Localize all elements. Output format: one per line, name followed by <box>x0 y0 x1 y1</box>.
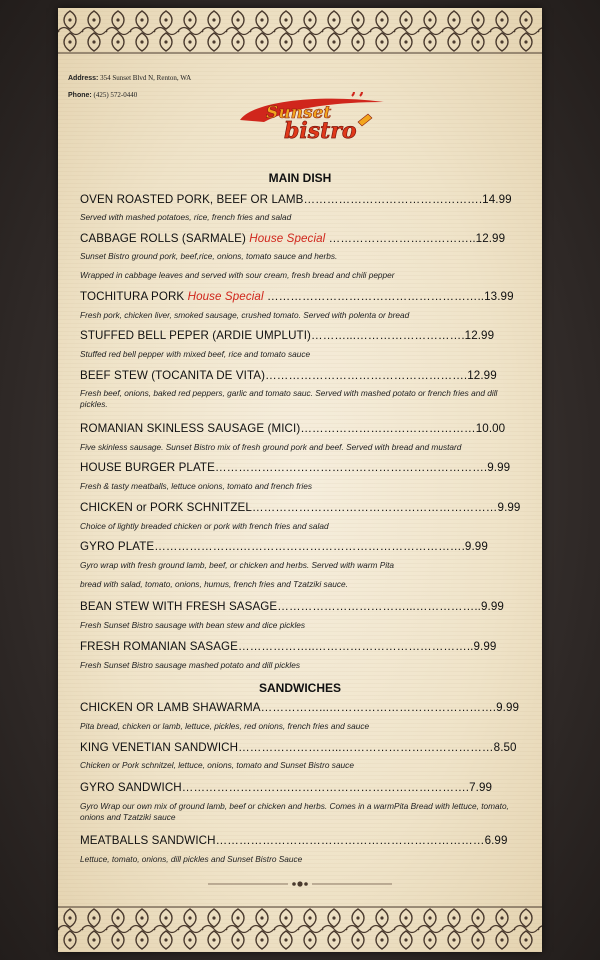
ornamental-border-top <box>58 8 542 54</box>
menu-item <box>80 369 520 382</box>
menu-item-price: 9.99 <box>497 501 521 514</box>
dot-leader: ……………………………………………………… <box>251 501 498 514</box>
menu-item-description: Served with mashed potatoes, rice, french fries and salad <box>80 212 292 222</box>
menu-item-price: 13.99 <box>484 290 514 303</box>
menu-item-name: OVEN ROASTED PORK, BEEF OR LAMB <box>80 193 304 206</box>
dot-leader: ……………………………………………….. <box>266 290 485 303</box>
address-line <box>68 74 191 82</box>
menu-item <box>80 422 520 435</box>
menu-item <box>80 781 520 794</box>
ornamental-divider <box>208 880 392 888</box>
dot-leader: ……………………………………………. <box>265 369 468 382</box>
ornamental-border-bottom <box>58 906 542 952</box>
dot-leader: ……………………………………… <box>300 422 476 435</box>
menu-item <box>80 701 520 714</box>
menu-item-price: 10.00 <box>475 422 506 435</box>
menu-item-price: 12.99 <box>475 232 506 245</box>
menu-item <box>80 600 520 613</box>
menu-item-name: BEAN STEW WITH FRESH SASAGE <box>80 600 278 613</box>
menu-item-description: Gyro Wrap our own mix of ground lamb, beef or chicken and herbs. Comes in a warmPita Bread with lettuce, tomato, onions and Tzatziki sauce <box>80 801 509 822</box>
dot-leader: ………...………………………. <box>311 329 465 342</box>
menu-item <box>80 329 520 342</box>
menu-item-description: bread with salad, tomato, onions, humus, french fries and Tzatziki sauce. <box>80 579 348 589</box>
menu-item-name: GYRO SANDWICH <box>80 781 182 794</box>
menu-item <box>80 501 520 514</box>
menu-item-name: HOUSE BURGER PLATE <box>80 461 215 474</box>
section-title-main-dish: MAIN DISH <box>268 171 332 185</box>
menu-item <box>80 834 520 847</box>
menu-item-price: 12.99 <box>464 329 495 342</box>
menu-item-price: 7.99 <box>469 781 493 794</box>
menu-item-description: Choice of lightly breaded chicken or pork with french fries and salad <box>80 521 329 531</box>
menu-item-description: Fresh Sunset Bistro sausage mashed potato and dill pickles <box>80 660 300 670</box>
menu-item <box>80 232 520 245</box>
menu-item-name: BEEF STEW (TOCANITA DE VITA) <box>80 369 266 382</box>
menu-item-name: KING VENETIAN SANDWICH <box>80 741 239 754</box>
dot-leader: ……………………….………………………………………. <box>181 781 470 794</box>
phone-value: (425) 572-0440 <box>93 91 138 99</box>
menu-item-name: MEATBALLS SANDWICH <box>80 834 216 847</box>
dot-leader: ………………..………………………………….. <box>238 640 474 653</box>
menu-item-description: Five skinless sausage. Sunset Bistro mix of fresh ground pork and beef. Served with bread and mustard <box>80 442 462 452</box>
section-title-sandwiches: SANDWICHES <box>258 681 341 695</box>
menu-item-description: Sunset Bistro ground pork, beef,rice, onions, tomato sauce and herbs. <box>80 251 338 261</box>
menu-item-price: 9.99 <box>473 640 497 653</box>
menu-item-price: 12.99 <box>467 369 497 382</box>
dot-leader: …………………………………………………………… <box>215 834 485 847</box>
menu-item-description: Stuffed red bell pepper with mixed beef, rice and tomato sauce <box>80 349 311 359</box>
menu-item-price: 9.99 <box>464 540 488 553</box>
menu-item-name: CHICKEN OR LAMB SHAWARMA <box>80 701 261 714</box>
menu-item-name: TOCHITURA PORK <box>80 290 185 303</box>
address-label: Address: <box>68 75 99 82</box>
dot-leader: ………………….…………………………………………………. <box>154 540 465 553</box>
phone-label: Phone: <box>68 92 92 99</box>
menu-item-name: ROMANIAN SKINLESS SAUSAGE (MICI) <box>80 422 301 435</box>
house-special-label: House Special <box>249 232 326 245</box>
address-value: 354 Sunset Blvd N, Renton, WA <box>100 74 192 82</box>
phone-line <box>68 91 137 99</box>
menu-item-description: Fresh & tasty meatballs, lettuce onions, tomato and french fries <box>80 481 312 491</box>
menu-item <box>80 640 520 653</box>
menu-item-name: CABBAGE ROLLS (SARMALE) <box>80 232 246 245</box>
house-special-label: House Special <box>187 290 264 303</box>
menu-item-name: STUFFED BELL PEPER (ARDIE UMPLUTI) <box>80 329 312 342</box>
menu-item-name: FRESH ROMANIAN SASAGE <box>80 640 238 653</box>
menu-item-description: Fresh beef, onions, baked red peppers, garlic and tomato sauc. Served with mashed potato or french fries and dill pickles. <box>80 388 498 409</box>
menu-item-description: Wrapped in cabbage leaves and served with sour cream, fresh bread and chili pepper <box>80 270 395 280</box>
dot-leader: ……………………………………………………………. <box>214 461 488 474</box>
menu-item-price: 9.99 <box>480 600 504 613</box>
menu-item <box>80 193 520 206</box>
menu-item-description: Pita bread, chicken or lamb, lettuce, pickles, red onions, french fries and sauce <box>80 721 370 731</box>
menu-item-description: Fresh pork, chicken liver, smoked sausage, crushed tomato. Served with polenta or bread <box>80 310 410 320</box>
dot-leader: ……………………………...…………….. <box>277 600 481 613</box>
menu-item <box>80 461 520 474</box>
svg-text:bistro: bistro <box>284 118 357 144</box>
menu-item-price: 9.99 <box>496 701 520 714</box>
dot-leader: ……………………...………………………………… <box>238 741 494 754</box>
menu-item <box>80 540 520 553</box>
menu-item-price: 14.99 <box>482 193 512 206</box>
menu-item-description: Chicken or Pork schnitzel, lettuce, onions, tomato and Sunset Bistro sauce <box>80 760 354 770</box>
menu-item-price: 9.99 <box>487 461 511 474</box>
menu-item-price: 6.99 <box>484 834 508 847</box>
dot-leader: ……………...……………………………………. <box>260 701 497 714</box>
dot-leader: ………………………………………. <box>303 193 483 206</box>
menu-item-description: Gyro wrap with fresh ground lamb, beef, or chicken and herbs. Served with warm Pita <box>80 560 395 570</box>
svg-text:Sunset: Sunset <box>266 103 332 123</box>
sunset-bistro-logo <box>234 92 394 144</box>
menu-item-name: CHICKEN or PORK SCHNITZEL <box>80 501 252 514</box>
menu-item <box>80 290 520 303</box>
menu-item <box>80 741 520 754</box>
dot-leader: ……………………………….. <box>328 232 476 245</box>
menu-item-name: GYRO PLATE <box>80 540 155 553</box>
menu-item-description: Fresh Sunset Bistro sausage with bean stew and dice pickles <box>80 620 306 630</box>
menu-item-description: Lettuce, tomato, onions, dill pickles and Sunset Bistro Sauce <box>80 854 303 864</box>
menu-page <box>58 8 542 952</box>
menu-item-price: 8.50 <box>493 741 517 754</box>
